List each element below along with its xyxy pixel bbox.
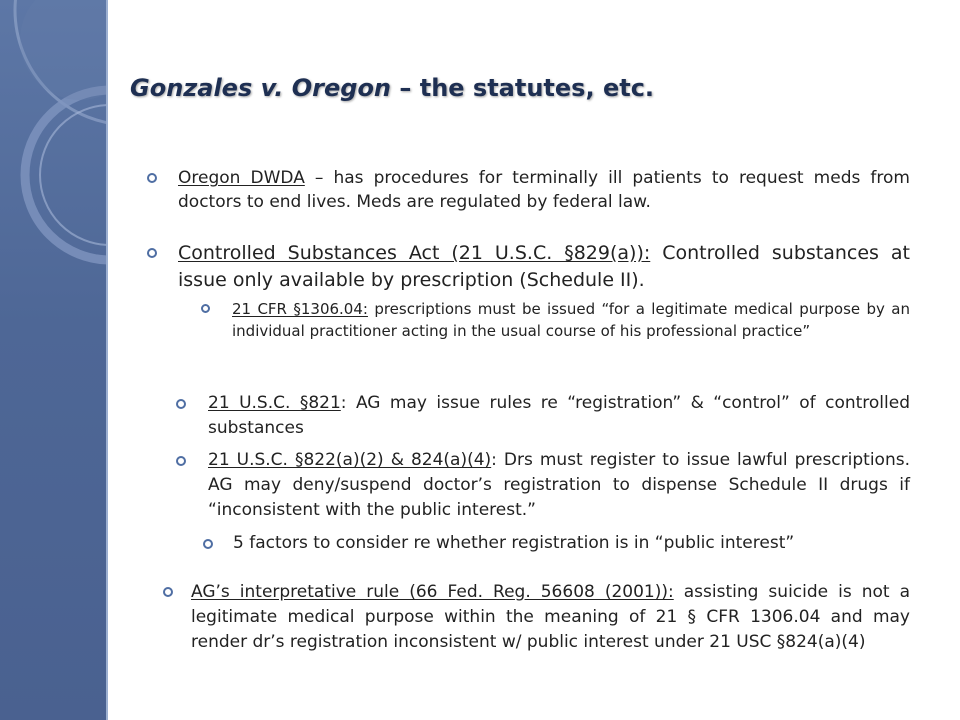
bullet-marker-icon — [203, 539, 213, 549]
bullet-oregon-dwda — [147, 166, 910, 214]
statute-link[interactable]: Oregon DWDA — [178, 168, 305, 188]
bullet-usc-821 — [176, 391, 910, 441]
bullet-cfr-1306 — [201, 298, 910, 342]
bullet-text — [208, 391, 910, 441]
bullet-marker-icon — [201, 304, 210, 313]
bullet-marker-icon — [163, 587, 173, 597]
bullet-body: assisting suicide is not a legitimate medical purpose within the meaning of 21 § CFR 1306.04 and may render dr’s registration inconsistent w/ public interest under 21 USC §824(a)(4) — [191, 582, 910, 652]
bullet-body: : AG may issue rules re “registration” & “control” of controlled substances — [208, 393, 911, 438]
bullet-text — [178, 240, 910, 294]
bullet-text — [208, 448, 910, 523]
sidebar-decoration — [0, 0, 108, 720]
bullet-marker-icon — [176, 456, 186, 466]
bullet-usc-822 — [176, 448, 910, 523]
title-rest: – the statutes, etc. — [391, 74, 655, 102]
bullet-marker-icon — [147, 248, 157, 258]
slide-title — [130, 74, 654, 102]
statute-link[interactable]: 21 U.S.C. §822(a)(2) & 824(a)(4) — [208, 450, 492, 470]
bullet-body: – has procedures for terminally ill patients to request meds from doctors to end lives. Meds are regulated by federal law. — [178, 168, 910, 212]
decorative-circles-icon — [0, 0, 106, 720]
bullet-ag-rule — [163, 580, 910, 655]
bullet-body: : Drs must register to issue lawful prescriptions. AG may deny/suspend doctor’s registration to dispense Schedule II drugs if “inconsistent with the public interest.” — [208, 450, 910, 520]
statute-link[interactable]: 21 CFR §1306.04: — [232, 300, 368, 318]
bullet-csa — [147, 240, 910, 294]
bullet-body: prescriptions must be issued “for a legitimate medical purpose by an individual practitioner acting in the usual course of his professional practice” — [232, 300, 910, 340]
bullet-marker-icon — [147, 173, 157, 183]
bullet-text — [191, 580, 910, 655]
bullet-body: 5 factors to consider re whether registration is in “public interest” — [233, 533, 795, 553]
bullet-text — [233, 531, 910, 556]
bullet-body: Controlled substances at issue only available by prescription (Schedule II). — [178, 242, 910, 291]
bullet-text — [232, 298, 910, 342]
bullet-text — [178, 166, 910, 214]
bullet-marker-icon — [176, 399, 186, 409]
statute-link[interactable]: 21 U.S.C. §821 — [208, 393, 341, 413]
bullet-five-factors — [203, 531, 910, 556]
case-name: Gonzales v. Oregon — [130, 74, 392, 102]
statute-link[interactable]: AG’s interpretative rule (66 Fed. Reg. 56608 (2001)): — [191, 582, 674, 602]
statute-link[interactable]: Controlled Substances Act (21 U.S.C. §829(a)): — [178, 242, 651, 264]
